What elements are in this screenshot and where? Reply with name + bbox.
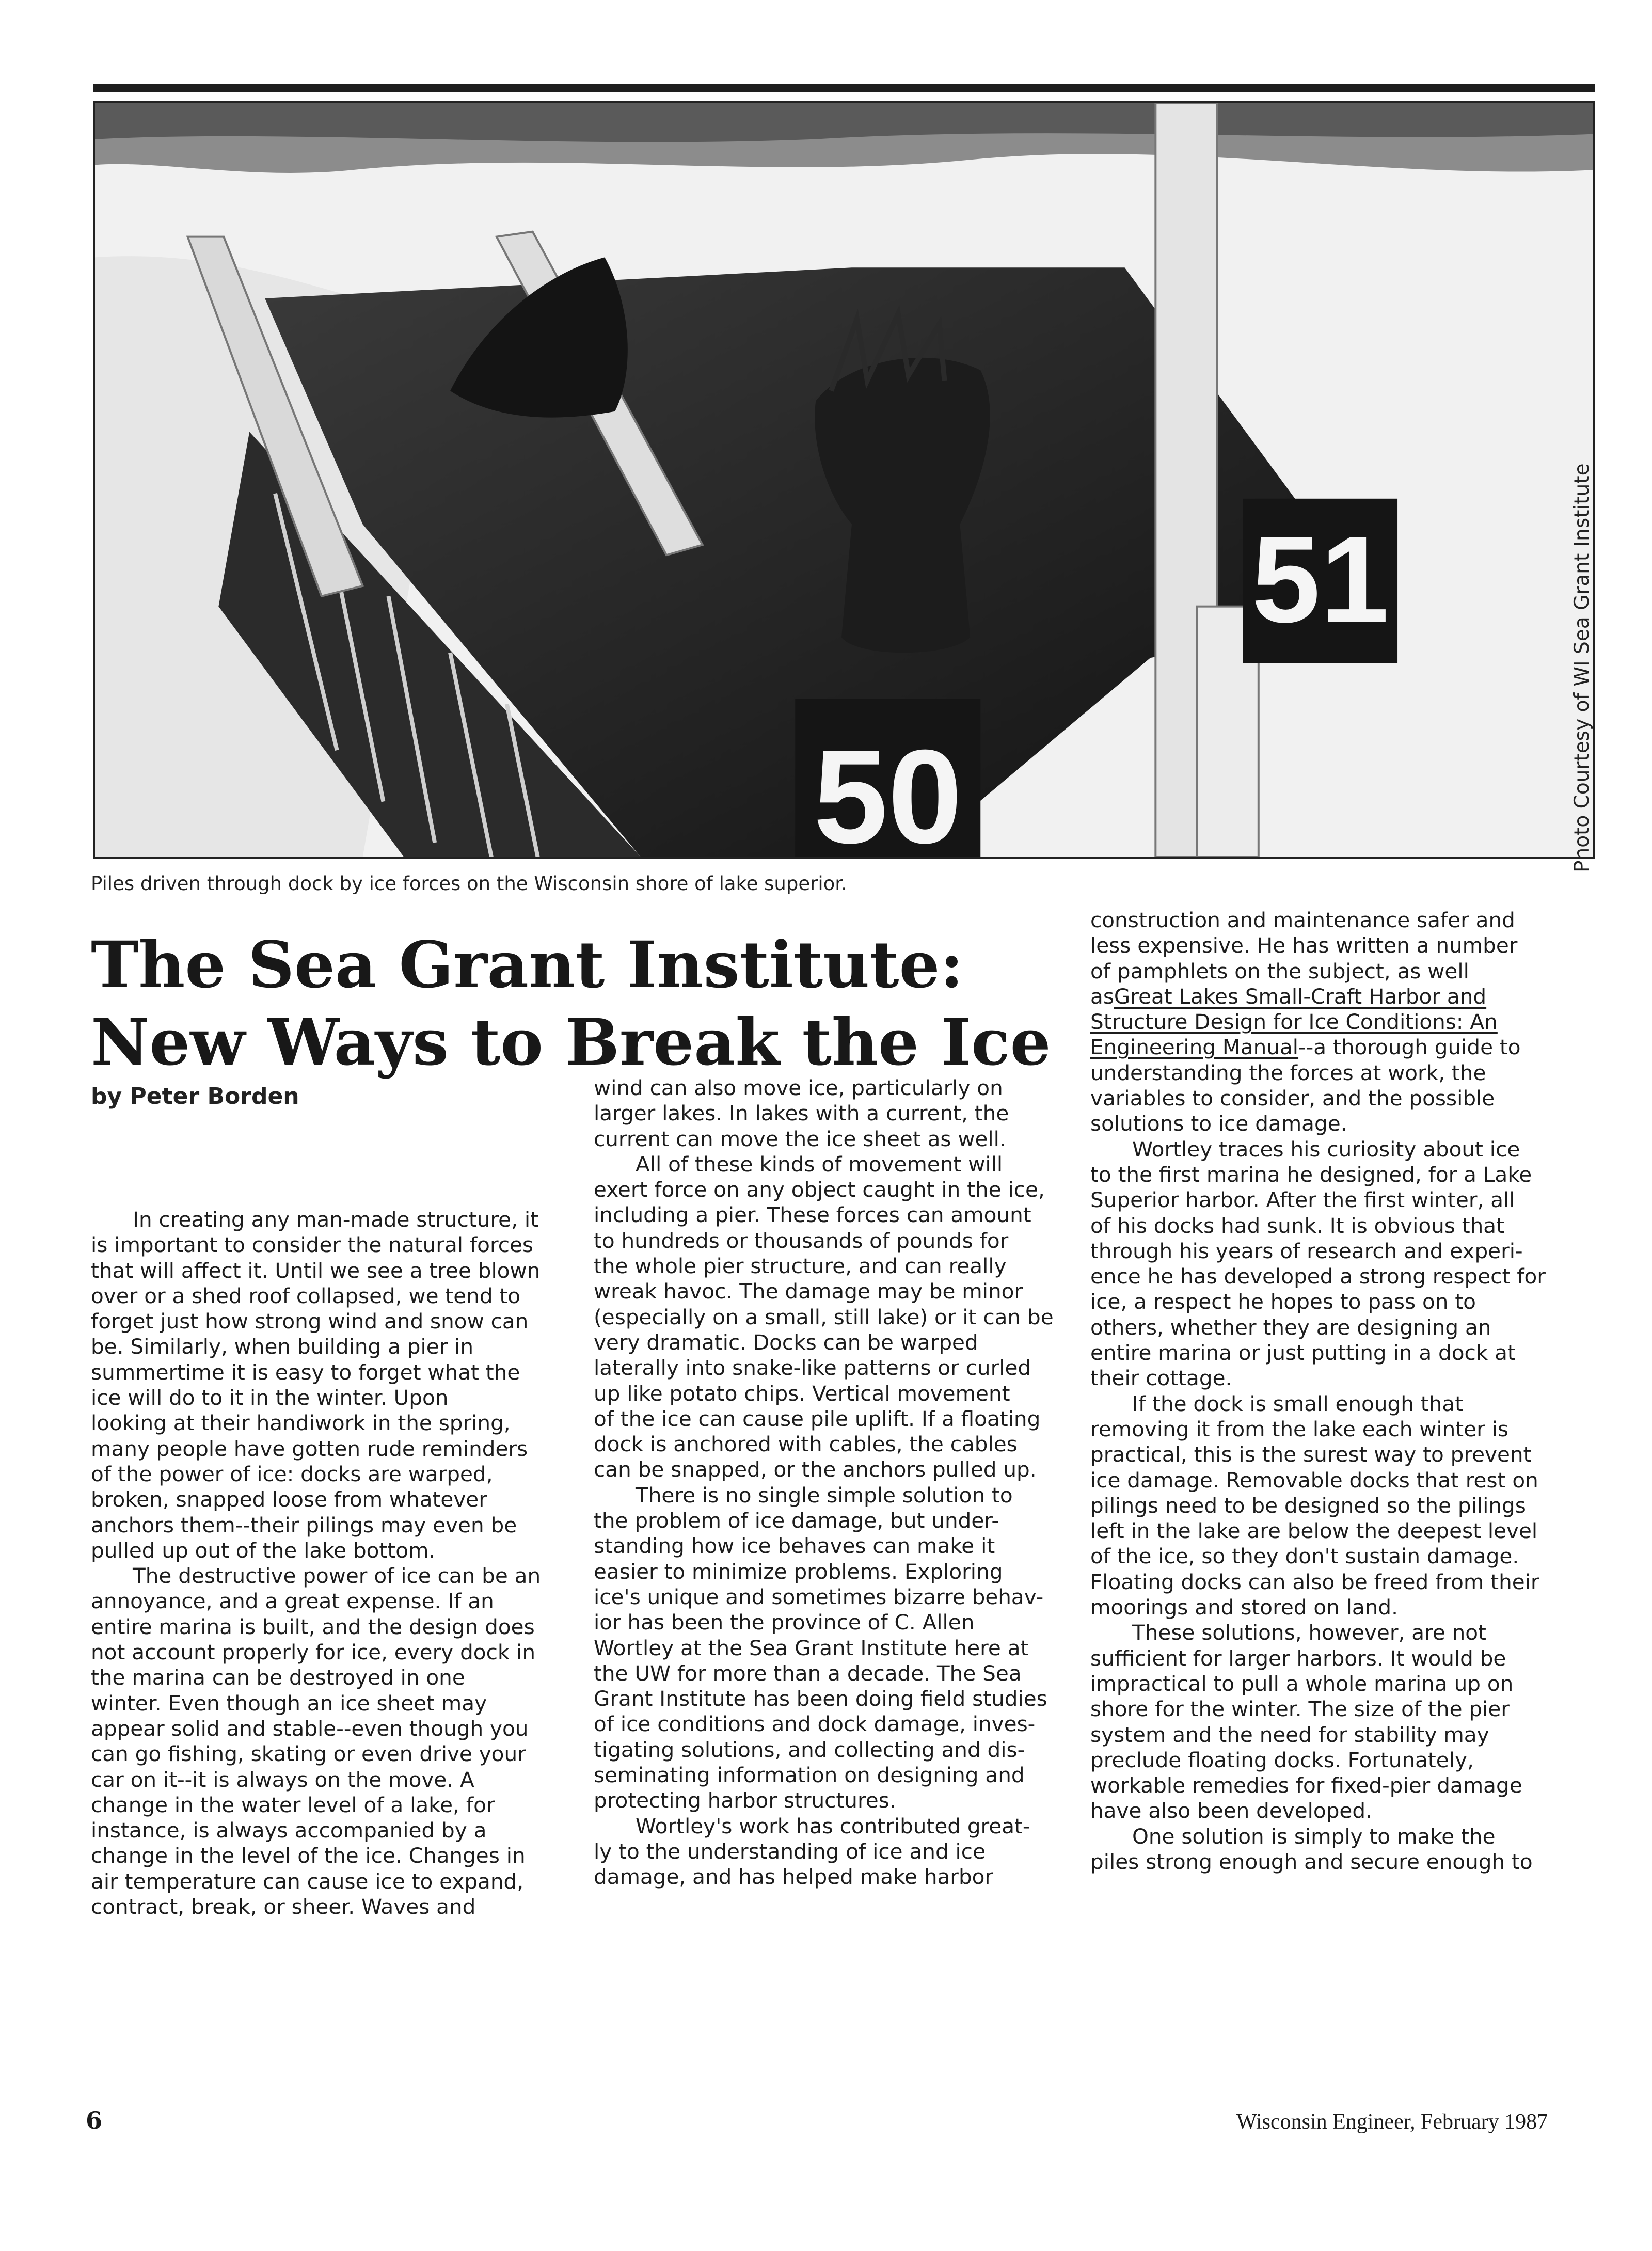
paragraph bbox=[1090, 1137, 1586, 1391]
text-line: to hundreds or thousands of pounds for bbox=[594, 1228, 1009, 1253]
text-line: summertime it is easy to forget what the bbox=[91, 1359, 520, 1385]
text-line: including a pier. These forces can amount bbox=[594, 1202, 1031, 1228]
text-line: impractical to pull a whole marina up on bbox=[1090, 1671, 1514, 1696]
page-number: 6 bbox=[86, 2106, 103, 2134]
text-line: One solution is simply to make the bbox=[1090, 1824, 1496, 1849]
text-fragment: --a thorough guide to bbox=[1298, 1035, 1521, 1060]
paragraph bbox=[1090, 1391, 1586, 1621]
text-line: Grant Institute has been doing field studies bbox=[594, 1686, 1047, 1711]
text-line: ice damage. Removable docks that rest on bbox=[1090, 1467, 1538, 1493]
text-line: not account properly for ice, every dock in bbox=[91, 1640, 536, 1665]
paragraph-lines bbox=[1090, 908, 1586, 984]
paragraph bbox=[594, 1483, 1074, 1814]
text-line: Wortley traces his curiosity about ice bbox=[1090, 1136, 1520, 1162]
text-line: forget just how strong wind and snow can bbox=[91, 1309, 529, 1334]
text-line: of ice conditions and dock damage, inves- bbox=[594, 1711, 1036, 1737]
paragraph bbox=[1090, 908, 1586, 1137]
text-line: is important to consider the natural forces bbox=[91, 1232, 533, 1258]
text-line: preclude floating docks. Fortunately, bbox=[1090, 1747, 1474, 1772]
paragraph bbox=[91, 1207, 555, 1563]
text-line: ence he has developed a strong respect for bbox=[1090, 1264, 1546, 1289]
text-line: larger lakes. In lakes with a current, the bbox=[594, 1101, 1009, 1126]
paragraph bbox=[91, 1563, 555, 1920]
dock-number-left: 50 bbox=[813, 722, 962, 857]
text-line: change in the level of the ice. Changes in bbox=[91, 1843, 526, 1868]
text-line: system and the need for stability may bbox=[1090, 1722, 1489, 1747]
text-line: appear solid and stable--even though you bbox=[91, 1716, 529, 1741]
text-line: Wortley's work has contributed great- bbox=[594, 1813, 1030, 1838]
text-line: the marina can be destroyed in one bbox=[91, 1665, 465, 1690]
text-line: ice's unique and sometimes bizarre behav- bbox=[594, 1584, 1044, 1609]
text-line: The destructive power of ice can be an bbox=[91, 1563, 541, 1589]
text-line: In creating any man-made structure, it bbox=[91, 1207, 538, 1232]
text-column-3 bbox=[1090, 908, 1586, 1875]
text-line: looking at their handiwork in the spring, bbox=[91, 1410, 511, 1436]
text-line: wind can also move ice, particularly on bbox=[594, 1075, 1003, 1100]
photo-caption: Piles driven through dock by ice forces on the Wisconsin shore of lake superior. bbox=[91, 873, 847, 895]
text-line: If the dock is small enough that bbox=[1090, 1391, 1463, 1416]
manual-title: Great Lakes Small-Craft Harbor and bbox=[1114, 984, 1487, 1009]
text-line: through his years of research and experi- bbox=[1090, 1238, 1523, 1263]
text-line: that will affect it. Until we see a tree blown bbox=[91, 1258, 541, 1283]
text-line: solutions to ice damage. bbox=[1090, 1111, 1347, 1136]
text-line: (especially on a small, still lake) or it can be bbox=[594, 1304, 1054, 1329]
text-line: workable remedies for fixed-pier damage bbox=[1090, 1773, 1522, 1798]
text-line: of the power of ice: docks are warped, bbox=[91, 1461, 493, 1486]
text-line: of his docks had sunk. It is obvious that bbox=[1090, 1213, 1504, 1238]
text-line: contract, break, or sheer. Waves and bbox=[91, 1894, 476, 1920]
text-fragment: as bbox=[1090, 984, 1114, 1009]
text-line: All of these kinds of movement will bbox=[594, 1151, 1003, 1177]
text-line: moorings and stored on land. bbox=[1090, 1595, 1398, 1620]
text-line: instance, is always accompanied by a bbox=[91, 1818, 487, 1843]
text-line: anchors them--their pilings may even be bbox=[91, 1512, 517, 1537]
publication-footer: Wisconsin Engineer, February 1987 bbox=[1236, 2110, 1548, 2134]
text-line: entire marina is built, and the design does bbox=[91, 1614, 535, 1639]
text-line: variables to consider, and the possible bbox=[1090, 1086, 1495, 1111]
text-line: up like potato chips. Vertical movement bbox=[594, 1381, 1010, 1406]
text-line: can go fishing, skating or even drive your bbox=[91, 1741, 526, 1767]
text-line: Superior harbor. After the first winter, all bbox=[1090, 1187, 1515, 1213]
text-line: can be snapped, or the anchors pulled up. bbox=[594, 1457, 1037, 1482]
text-line bbox=[1090, 1035, 1586, 1060]
paragraph bbox=[1090, 1824, 1586, 1875]
text-line: wreak havoc. The damage may be minor bbox=[594, 1279, 1023, 1304]
text-line: laterally into snake-like patterns or curled bbox=[594, 1355, 1031, 1381]
paragraph bbox=[1090, 1620, 1586, 1824]
text-line: construction and maintenance safer and bbox=[1090, 908, 1515, 932]
photo-credit: Photo Courtesy of WI Sea Grant Institute bbox=[1570, 463, 1594, 873]
text-line: easier to minimize problems. Exploring bbox=[594, 1559, 1003, 1584]
text-column-1 bbox=[91, 1207, 555, 1920]
text-line: seminating information on designing and bbox=[594, 1763, 1025, 1788]
text-line: removing it from the lake each winter is bbox=[1090, 1416, 1508, 1441]
text-line: understanding the forces at work, the bbox=[1090, 1060, 1486, 1085]
paragraph-lines bbox=[1090, 1060, 1586, 1137]
text-line: protecting harbor structures. bbox=[594, 1788, 896, 1813]
dock-number-right: 51 bbox=[1251, 510, 1389, 648]
text-line: of the ice can cause pile uplift. If a floating bbox=[594, 1406, 1041, 1431]
paragraphs bbox=[1090, 1137, 1586, 1875]
text-line: entire marina or just putting in a dock at bbox=[1090, 1340, 1516, 1366]
text-column-2 bbox=[594, 1075, 1074, 1890]
text-line: the whole pier structure, and can really bbox=[594, 1254, 1007, 1279]
text-line: Floating docks can also be freed from their bbox=[1090, 1569, 1539, 1594]
text-line bbox=[1090, 984, 1586, 1009]
text-line: to the first marina he designed, for a Lake bbox=[1090, 1162, 1532, 1187]
headline-line-2: New Ways to Break the Ice bbox=[91, 1005, 1051, 1080]
manual-title: Engineering Manual bbox=[1090, 1035, 1299, 1060]
byline: by Peter Borden bbox=[91, 1083, 299, 1109]
text-line: many people have gotten rude reminders bbox=[91, 1436, 528, 1461]
headline-line-1: The Sea Grant Institute: bbox=[91, 928, 964, 1003]
text-line: car on it--it is always on the move. A bbox=[91, 1767, 474, 1792]
text-line: standing how ice behaves can make it bbox=[594, 1533, 995, 1559]
text-line: over or a shed roof collapsed, we tend to bbox=[91, 1283, 521, 1308]
text-line: pilings need to be designed so the pilings bbox=[1090, 1493, 1526, 1518]
text-line: the UW for more than a decade. The Sea bbox=[594, 1660, 1022, 1686]
text-line: annoyance, and a great expense. If an bbox=[91, 1589, 494, 1614]
manual-title: Structure Design for Ice Conditions: An bbox=[1090, 1009, 1498, 1035]
text-line: sufficient for larger harbors. It would be bbox=[1090, 1645, 1506, 1671]
text-line: their cottage. bbox=[1090, 1366, 1232, 1391]
text-line: be. Similarly, when building a pier in bbox=[91, 1334, 474, 1359]
article-headline bbox=[91, 927, 1072, 1082]
text-line: ly to the understanding of ice and ice bbox=[594, 1838, 986, 1864]
text-line: practical, this is the surest way to prevent bbox=[1090, 1442, 1532, 1467]
text-line: tigating solutions, and collecting and dis- bbox=[594, 1737, 1025, 1762]
paragraph bbox=[594, 1075, 1074, 1152]
text-line: change in the water level of a lake, for bbox=[91, 1792, 495, 1817]
text-line: There is no single simple solution to bbox=[594, 1482, 1013, 1508]
text-line bbox=[1090, 1009, 1586, 1035]
top-rule bbox=[93, 84, 1595, 92]
text-line: piles strong enough and secure enough to bbox=[1090, 1849, 1533, 1874]
text-line: dock is anchored with cables, the cables bbox=[594, 1432, 1018, 1457]
text-line: broken, snapped loose from whatever bbox=[91, 1487, 487, 1512]
text-line: shore for the winter. The size of the pier bbox=[1090, 1697, 1510, 1722]
text-line: These solutions, however, are not bbox=[1090, 1620, 1486, 1645]
text-line: air temperature can cause ice to expand, bbox=[91, 1868, 524, 1894]
text-line: of pamphlets on the subject, as well bbox=[1090, 958, 1469, 984]
dock-photo bbox=[93, 101, 1595, 859]
text-line: ice will do to it in the winter. Upon bbox=[91, 1385, 449, 1410]
text-line: current can move the ice sheet as well. bbox=[594, 1126, 1006, 1151]
paragraph bbox=[594, 1814, 1074, 1890]
text-line: pulled up out of the lake bottom. bbox=[91, 1537, 436, 1563]
text-line: very dramatic. Docks can be warped bbox=[594, 1329, 978, 1355]
text-line: winter. Even though an ice sheet may bbox=[91, 1690, 487, 1716]
text-line: Wortley at the Sea Grant Institute here at bbox=[594, 1635, 1029, 1660]
text-line: others, whether they are designing an bbox=[1090, 1314, 1491, 1340]
text-line: of the ice, so they don't sustain damage. bbox=[1090, 1544, 1519, 1569]
text-line: damage, and has helped make harbor bbox=[594, 1864, 994, 1890]
text-line: the problem of ice damage, but under- bbox=[594, 1508, 999, 1533]
text-line: less expensive. He has written a number bbox=[1090, 933, 1518, 958]
text-line: have also been developed. bbox=[1090, 1798, 1372, 1824]
text-line: left in the lake are below the deepest level bbox=[1090, 1518, 1538, 1544]
paragraph bbox=[594, 1152, 1074, 1483]
text-line: ior has been the province of C. Allen bbox=[594, 1610, 975, 1635]
text-line: exert force on any object caught in the ice, bbox=[594, 1177, 1045, 1202]
text-line: ice, a respect he hopes to pass on to bbox=[1090, 1289, 1476, 1314]
